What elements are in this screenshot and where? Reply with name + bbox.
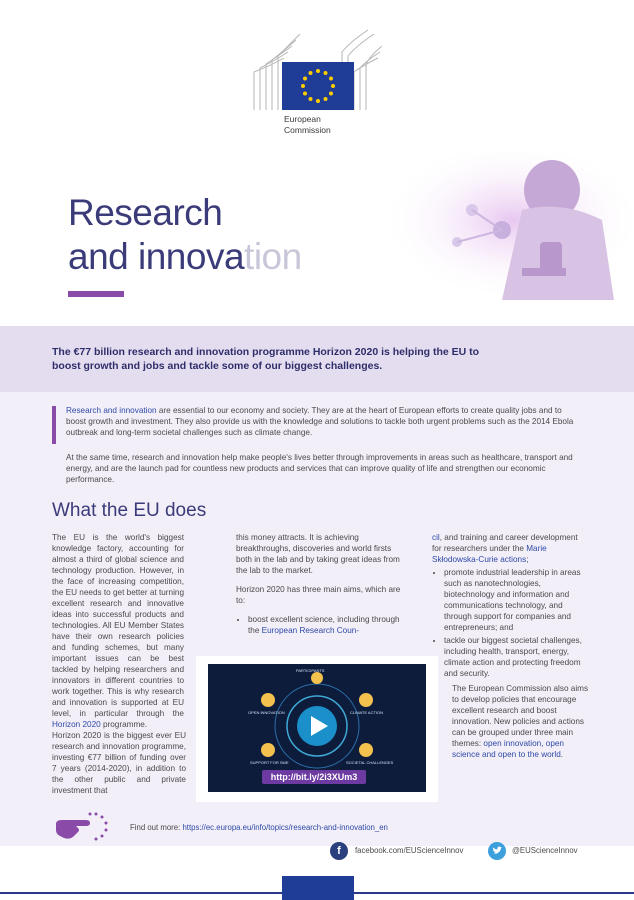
find-out-url[interactable]: https://ec.europa.eu/info/topics/research-and-innovation_en xyxy=(182,823,388,832)
pointing-hand-icon xyxy=(52,808,112,844)
eu-flag xyxy=(282,62,354,110)
facebook-icon[interactable]: f xyxy=(330,842,348,860)
title-main-part: and innova xyxy=(68,236,245,277)
org-line-1: European xyxy=(284,114,321,124)
column-3-part-2 xyxy=(452,683,590,768)
col1-p2: Horizon 2020 is the biggest ever EU research and innovation programme, investing €77 billion of funding over 7 years (2014-2020), in addition to the other public and private investment that xyxy=(52,731,186,795)
intro-accent-bar xyxy=(52,406,56,444)
col1-p1-end: programme. xyxy=(100,720,148,729)
footer-flag-block xyxy=(282,876,354,900)
col2-p2: Horizon 2020 has three main aims, which are to: xyxy=(236,585,401,605)
find-out-more xyxy=(130,823,388,832)
col3-cont-text: , and training and career development for researchers under the xyxy=(432,533,578,553)
aim-bullet-1 xyxy=(248,614,402,636)
org-line-2: Commission xyxy=(284,124,331,135)
intro-paragraph-1 xyxy=(66,405,580,438)
facebook-link[interactable]: facebook.com/EUScienceInnov xyxy=(355,846,464,855)
col1-p1-text: The EU is the world's biggest knowledge factory, accounting for almost a third of global science and technology production. However, in the face of increasing competition, the EU needs to get better at turning excellent research and innovative ideas into successful products and technologies. All EU Member States have their own research policies and funding schemes, but many important issues can be best tackled by helping researchers and innovators in different countries to work together. This is why research and innovation is supported at EU level, in particular through the xyxy=(52,533,184,718)
erc-link[interactable]: European Research Coun- xyxy=(261,626,360,635)
eu-stars-icon xyxy=(282,62,354,110)
find-out-label: Find out more: xyxy=(130,823,183,832)
column-1 xyxy=(52,532,184,738)
video-label-left: OPEN INNOVATION xyxy=(248,710,285,715)
twitter-bird-icon xyxy=(488,842,506,860)
video-url[interactable]: http://bit.ly/2i3XUm3 xyxy=(262,770,366,784)
title-underline xyxy=(68,291,124,297)
lead-text: The €77 billion research and innovation programme Horizon 2020 is helping the EU to boost growth and jobs and tackle some of our biggest challenges. xyxy=(52,346,480,372)
erc-link-cont[interactable]: cil xyxy=(432,533,440,542)
scientist-illustration xyxy=(352,150,634,300)
twitter-icon[interactable] xyxy=(488,842,506,860)
aim-1-text: boost excellent science, including through the xyxy=(248,615,400,635)
twitter-link[interactable]: @EUScienceInnov xyxy=(512,846,578,855)
video-label-top: PARTICIPANTS xyxy=(296,668,325,673)
page-title-line-1: Research xyxy=(68,192,223,233)
video-label-bottom-left: SUPPORT FOR SME xyxy=(250,760,289,765)
horizon-2020-link[interactable]: Horizon 2020 xyxy=(52,720,101,729)
research-innovation-link[interactable]: Research and innovation xyxy=(66,406,157,415)
title-faded-part: tion xyxy=(244,236,302,277)
organisation-name xyxy=(284,114,331,135)
section-heading: What the EU does xyxy=(52,500,207,521)
intro-p1-text: are essential to our economy and society. They are at the heart of European efforts to create quality jobs and to boost growth and investment. They also provide us with the knowledge and solutions to tackle both urgent problems such as the 2014 Ebola outbreak and long-term societal challenges such as climate change. xyxy=(66,406,574,437)
msca-link[interactable]: Marie Skłodowska-Curie actions xyxy=(432,544,547,564)
intro-paragraph-2: At the same time, research and innovation help make people's lives better through improvements in areas such as healthcare, transport and energy, and are the launch pad for countless new products and services that can improve quality of life and strengthen our economic performance. xyxy=(66,453,573,484)
three-themes-link[interactable]: open innovation, open science and open to the world xyxy=(452,739,564,759)
column-2 xyxy=(236,532,402,638)
col2-p1: this money attracts. It is achieving breakthroughs, discoveries and world firsts both in the lab and by taking great ideas from the lab to the market. xyxy=(236,533,400,575)
video-label-bottom-right: SOCIETAL CHALLENGES xyxy=(346,760,394,765)
video-label-right: CLIMATE ACTION xyxy=(350,710,384,715)
col3-cont-end: ; xyxy=(526,555,529,564)
aim-bullet-3: • tackle our biggest societal challenges, including health, transport, energy, climate action and protecting freedom and security. xyxy=(444,635,588,679)
aim-bullet-2: • promote industrial leadership in areas such as nanotechnologies, biotechnology and information and communications technology, and through support for companies and entrepreneurs; and xyxy=(444,567,588,633)
column-1-part-2 xyxy=(52,730,186,804)
page-title-line-2 xyxy=(68,236,302,278)
column-3 xyxy=(432,532,588,681)
col3-p2-text: The European Commission also aims to develop policies that encourage excellent research and boost innovation. New policies and actions can be grouped under three main themes: xyxy=(452,684,589,748)
col3-p2-end: . xyxy=(560,750,564,759)
